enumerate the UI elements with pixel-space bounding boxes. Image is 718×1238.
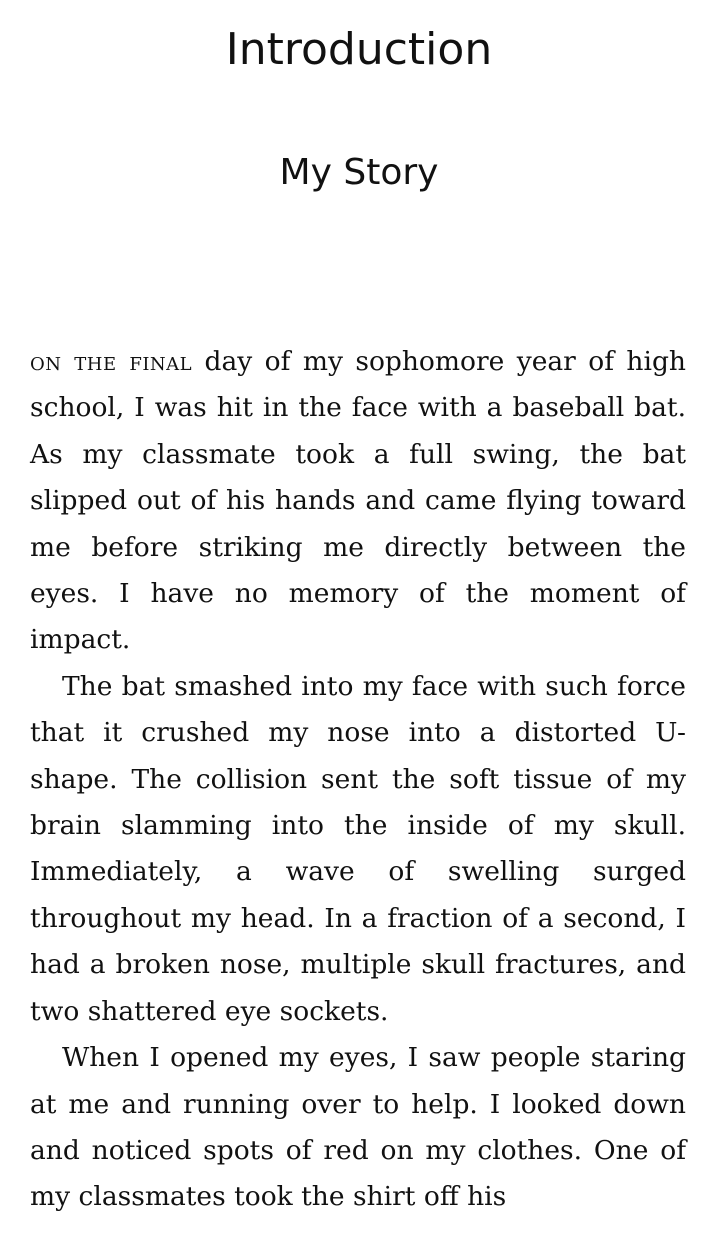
paragraph-1-text: day of my sophomore year of high school, I was hit in the face with a baseball bat. As my classmate took a full swing, the bat slipped out of his hands and came flying toward me before striking me directly between the eyes. I have no memory of the moment of impact. bbox=[30, 346, 686, 656]
paragraph-1 bbox=[30, 339, 686, 664]
body-text bbox=[30, 339, 686, 1221]
chapter-title: Introduction bbox=[225, 24, 493, 75]
paragraph-3: When I opened my eyes, I saw people staring at me and running over to help. I looked down and noticed spots of red on my clothes. One of my classmates took the shirt off his bbox=[30, 1042, 686, 1213]
paragraph-2: The bat smashed into my face with such force that it crushed my nose into a distorted U-shape. The collision sent the soft tissue of my brain slamming into the inside of my skull. Immediately, a wave of swelling surged throughout my head. In a fraction of a second, I had a broken nose, multiple skull fractures, and two shattered eye sockets. bbox=[30, 670, 686, 1027]
lead-in-small-caps: on the final bbox=[30, 347, 193, 377]
chapter-subtitle: My Story bbox=[279, 152, 439, 193]
